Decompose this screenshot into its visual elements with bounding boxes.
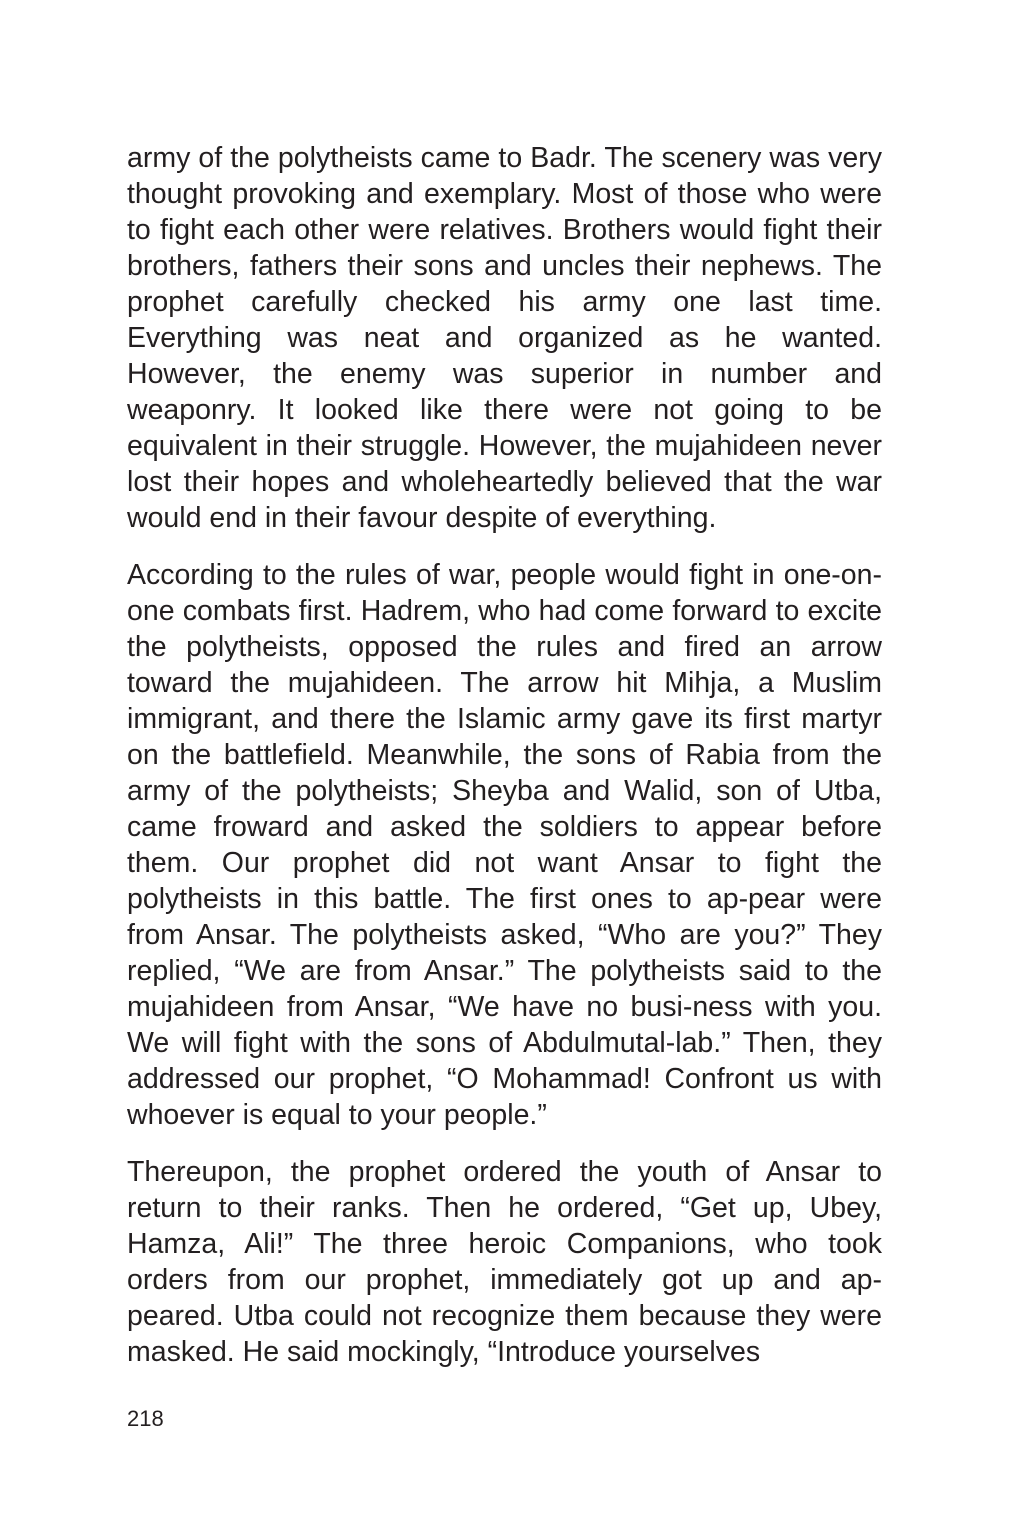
page-number: 218 — [127, 1406, 164, 1431]
body-text — [127, 140, 882, 1391]
paragraph-1: army of the polytheists came to Badr. The scenery was very thought provoking and exemplary. Most of those who were to fight each other were relatives. Brothers would fight their brothers, fathers their sons and uncles their nephews. The prophet carefully checked his army one last time. Everything was neat and organized as he wanted. However, the enemy was superior in number and weaponry. It looked like there were not going to be equivalent in their struggle. However, the mujahideen never lost their hopes and wholeheartedly believed that the war would end in their favour despite of everything. — [127, 142, 882, 534]
paragraph-2: According to the rules of war, people would fight in one-on-one combats first. Hadrem, who had come forward to excite the polytheists, opposed the rules and fired an arrow toward the mujahideen. The arrow hit Mihja, a Muslim immigrant, and there the Islamic army gave its first martyr on the battlefield. Meanwhile, the sons of Rabia from the army of the polytheists; Sheyba and Walid, son of Utba, came froward and asked the soldiers to appear before them. Our prophet did not want Ansar to fight the polytheists in this battle. The first ones to ap-pear were from Ansar. The polytheists asked, “Who are you?” They replied, “We are from Ansar.” The polytheists said to the mujahideen from Ansar, “We have no busi-ness with you. We will fight with the sons of Abdulmutal-lab.” Then, they addressed our prophet, “O Mohammad! Confront us with whoever is equal to your people.” — [127, 559, 882, 1131]
paragraph-3: Thereupon, the prophet ordered the youth of Ansar to return to their ranks. Then he ordered, “Get up, Ubey, Hamza, Ali!” The three heroic Companions, who took orders from our prophet, immediately got up and ap-peared. Utba could not recognize them because they were masked. He said mockingly, “Introduce yourselves — [127, 1156, 882, 1368]
